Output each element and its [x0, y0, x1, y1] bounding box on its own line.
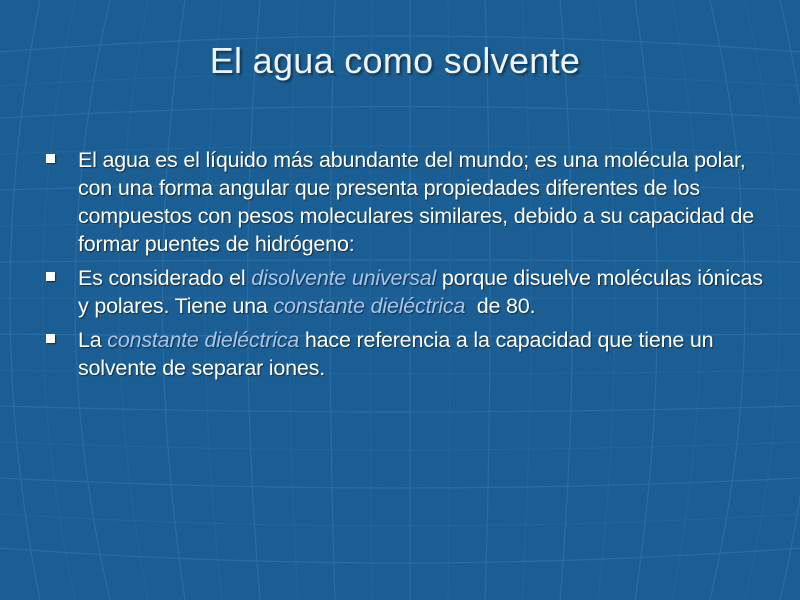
bullet-text: de 80. — [465, 294, 536, 318]
bullet-item — [46, 146, 766, 258]
square-bullet-icon — [46, 154, 55, 163]
bullet-item — [46, 326, 766, 382]
square-bullet-icon — [46, 272, 55, 281]
bullet-text: Es considerado el — [78, 266, 252, 290]
bullet-text: La — [78, 328, 108, 352]
square-bullet-icon — [46, 334, 55, 343]
bullet-item — [46, 264, 766, 320]
bullet-text: hace referencia a la capacidad que tiene un solvente de separar iones. — [78, 328, 714, 380]
emphasized-term: disolvente universal — [251, 266, 437, 290]
bullet-text: porque disuelve moléculas iónicas y polares. Tiene una — [78, 266, 763, 318]
bullet-list — [46, 146, 766, 388]
bullet-text: El agua es el líquido más abundante del mundo; es una molécula polar, con una forma angular que presenta propiedades diferentes de los compuestos con pesos moleculares similares, debido a su capacidad de formar puentes de hidrógeno: — [78, 148, 754, 256]
emphasized-term: constante dieléctrica — [273, 294, 466, 318]
slide-title: El agua como solvente — [209, 40, 581, 81]
emphasized-term: constante dieléctrica — [107, 328, 300, 352]
